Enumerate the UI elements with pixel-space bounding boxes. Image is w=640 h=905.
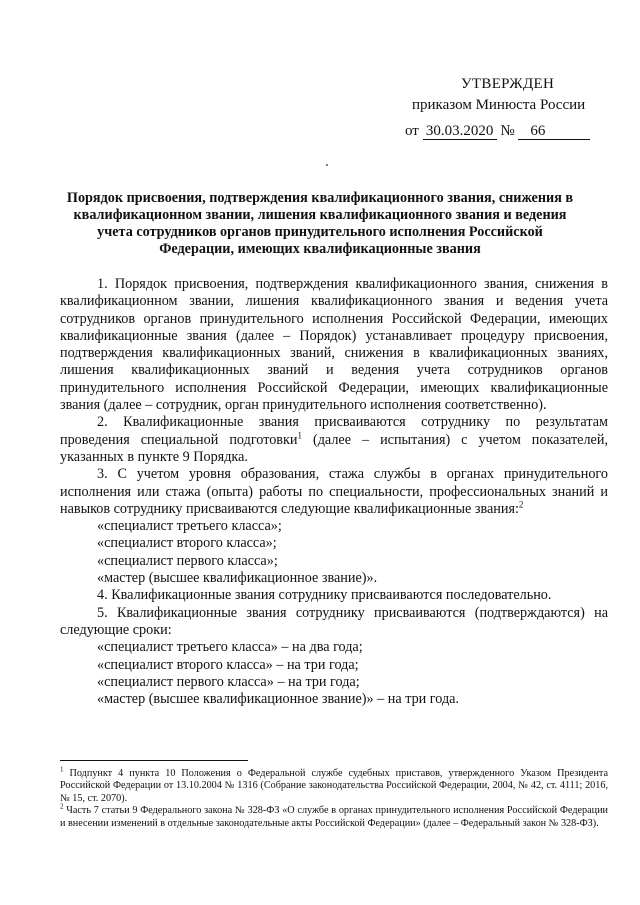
document-body xyxy=(60,276,608,708)
list-item: «специалист третьего класса»; xyxy=(97,518,282,535)
paragraph-1: 1. Порядок присвоения, подтверждения квалификационного звания, снижения в квалификационном звании, лишения квалификационного звания и ведения учета сотрудников органов принудительного исполнения Российской Федерации, имеющих квалификационные звания (далее – Порядок) устанавливает процедуру присвоения, подтверждения квалификационных званий, снижения в квалификационных званиях, лишения квалификационных званий и ведения учета сотрудников органов принудительного исполнения Российской Федерации, имеющих квалификационные звания (далее – сотрудник, орган принудительного исполнения соответственно). xyxy=(60,276,608,414)
footnotes xyxy=(60,765,608,830)
order-date: 30.03.2020 xyxy=(423,124,497,140)
paragraph-2-text-a: 2. Квалификационные звания присваиваются сотруднику по результатам проведения специальной подготовки xyxy=(60,414,608,448)
paragraph-5: 5. Квалификационные звания сотруднику присваиваются (подтверждаются) на следующие сроки: xyxy=(60,604,608,638)
document-title: Порядок присвоения, подтверждения квалификационного звания, снижения в квалификационном звании, лишения квалификационного звания и ведения учета сотрудников органов принудительного исполнения Российской Федерации, имеющих квалификационные звания xyxy=(66,190,574,257)
approved-label: УТВЕРЖДЕН xyxy=(461,76,555,92)
footnote-text: Часть 7 статьи 9 Федерального закона № 328-ФЗ «О службе в органах принудительного исполнения Российской Федерации и внесении изменений в отдельные законодательные акты Российской Федерации» (далее – Федеральный закон № 328-ФЗ). xyxy=(60,805,608,829)
list-item: «специалист второго класса»; xyxy=(97,535,277,552)
footnote-ref-1: 1 xyxy=(297,429,302,440)
footnote-separator xyxy=(60,760,248,761)
paragraph-2-text-b: (далее – испытания) с учетом показателей, указанных в пункте 9 Порядка. xyxy=(60,431,608,465)
footnote-mark: 1 xyxy=(60,765,64,774)
list-item: «специалист третьего класса» – на два года; xyxy=(97,639,363,656)
paragraph-4: 4. Квалификационные звания сотруднику присваиваются последовательно. xyxy=(97,587,552,604)
paragraph-2 xyxy=(60,414,608,466)
footnote-ref-2: 2 xyxy=(518,499,524,510)
list-item: «специалист первого класса» – на три года; xyxy=(97,673,360,690)
paragraph-3-text: 3. С учетом уровня образования, стажа службы в органах принудительного исполнения или стажа (опыта) работы по специальности, профессиональных знаний и навыков сотруднику присваиваются следующие квалификационные звания: xyxy=(60,466,608,517)
footnote-2 xyxy=(60,802,608,830)
list-item: «мастер (высшее квалификационное звание)». xyxy=(97,570,378,587)
list-item: «мастер (высшее квалификационное звание)» – на три года. xyxy=(97,691,460,708)
list-item: «специалист второго класса» – на три года; xyxy=(97,656,359,673)
footnote-text: Подпункт 4 пункта 10 Положения о Федеральной службе судебных приставов, утвержденного Указом Президента Российской Федерации от 13.10.2004 № 1316 (Собрание законодательства Российской Федерации, 2004, № 42, ст. 4111; 2016, № 15, ст. 2070). xyxy=(60,768,608,804)
number-sign: № xyxy=(500,123,515,139)
date-prefix: от xyxy=(405,123,419,139)
order-by-label: приказом Минюста России xyxy=(412,97,586,113)
footnote-1 xyxy=(60,765,608,805)
scan-speck xyxy=(326,164,328,166)
list-item: «специалист первого класса»; xyxy=(97,552,278,569)
footnote-mark: 2 xyxy=(60,802,64,811)
order-date-line xyxy=(405,123,590,140)
order-number: 66 xyxy=(518,124,590,140)
paragraph-3 xyxy=(60,466,608,518)
